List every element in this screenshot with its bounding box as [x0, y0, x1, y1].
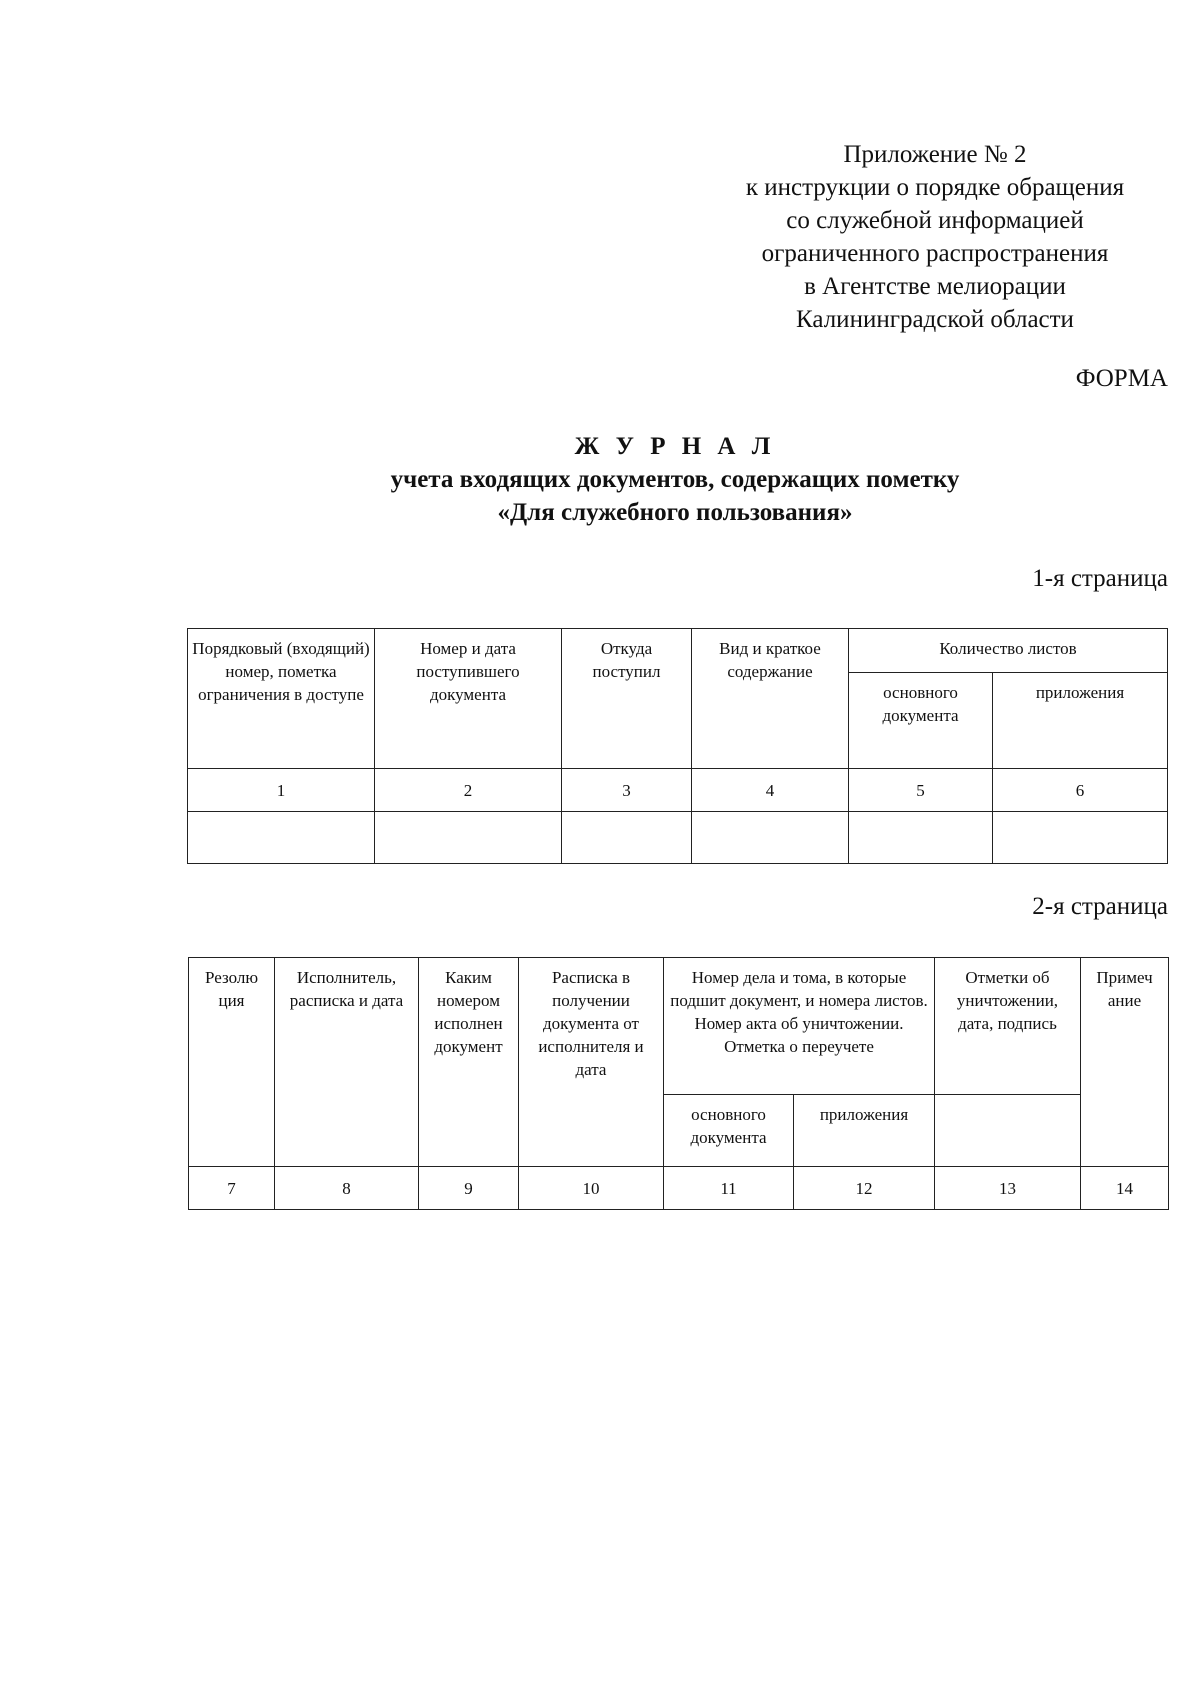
column-number: 11: [664, 1167, 794, 1210]
page-2-label: 2-я страница: [1032, 893, 1168, 920]
title-line-2: учета входящих документов, содержащих пометку: [390, 466, 960, 493]
column-number: 6: [993, 769, 1168, 812]
header-serial-number: Порядковый (входящий) номер, пометка ограничения в доступе: [188, 629, 375, 769]
header-executed-number: Каким номером исполнен документ: [419, 958, 519, 1167]
column-number: 9: [419, 1167, 519, 1210]
title-line-3: «Для служебного пользования»: [497, 499, 853, 526]
header-attachments: приложения: [794, 1095, 935, 1167]
empty-cell: [188, 812, 375, 864]
empty-cell: [375, 812, 562, 864]
empty-cell: [935, 1095, 1081, 1167]
column-number: 3: [562, 769, 692, 812]
header-executor: Исполнитель, расписка и дата: [275, 958, 419, 1167]
appendix-line: ограниченного распространения: [761, 240, 1109, 267]
header-destruction-marks: Отметки об уничтожении, дата, подпись: [935, 958, 1081, 1095]
column-number: 7: [189, 1167, 275, 1210]
header-source: Откуда поступил: [562, 629, 692, 769]
header-main-document: основного документа: [664, 1095, 794, 1167]
column-number: 13: [935, 1167, 1081, 1210]
table-row: [188, 812, 1168, 864]
column-number: 8: [275, 1167, 419, 1210]
header-attachments: приложения: [993, 673, 1168, 769]
header-note: Примеч ание: [1081, 958, 1169, 1167]
column-number: 12: [794, 1167, 935, 1210]
column-number: 1: [188, 769, 375, 812]
column-number: 2: [375, 769, 562, 812]
column-number: 5: [849, 769, 993, 812]
appendix-line: в Агентстве мелиорации: [804, 273, 1066, 300]
header-resolution: Резолю ция: [189, 958, 275, 1167]
page-1-label: 1-я страница: [1032, 565, 1168, 592]
header-doc-number-date: Номер и дата поступившего документа: [375, 629, 562, 769]
empty-cell: [849, 812, 993, 864]
journal-title: [250, 430, 1100, 529]
form-label: ФОРМА: [1075, 365, 1168, 392]
empty-cell: [692, 812, 849, 864]
header-main-document: основного документа: [849, 673, 993, 769]
appendix-line: к инструкции о порядке обращения: [745, 174, 1125, 201]
empty-cell: [993, 812, 1168, 864]
column-number: 4: [692, 769, 849, 812]
appendix-line: со служебной информацией: [786, 207, 1084, 234]
column-number: 14: [1081, 1167, 1169, 1210]
header-receipt: Расписка в получении документа от исполнителя и дата: [519, 958, 664, 1167]
header-type-summary: Вид и краткое содержание: [692, 629, 849, 769]
title-line-1: Ж У Р Н А Л: [574, 433, 776, 460]
journal-table-page-2: [188, 957, 1169, 1210]
header-sheet-count: Количество листов: [849, 629, 1168, 673]
appendix-line: Приложение № 2: [843, 141, 1027, 168]
column-number: 10: [519, 1167, 664, 1210]
appendix-header: [700, 138, 1170, 336]
header-case-volume: Номер дела и тома, в которые подшит документ, и номера листов. Номер акта об уничтожении. Отметка о переучете: [664, 958, 935, 1095]
appendix-line: Калининградской области: [796, 306, 1074, 333]
journal-table-page-1: [187, 628, 1168, 864]
empty-cell: [562, 812, 692, 864]
